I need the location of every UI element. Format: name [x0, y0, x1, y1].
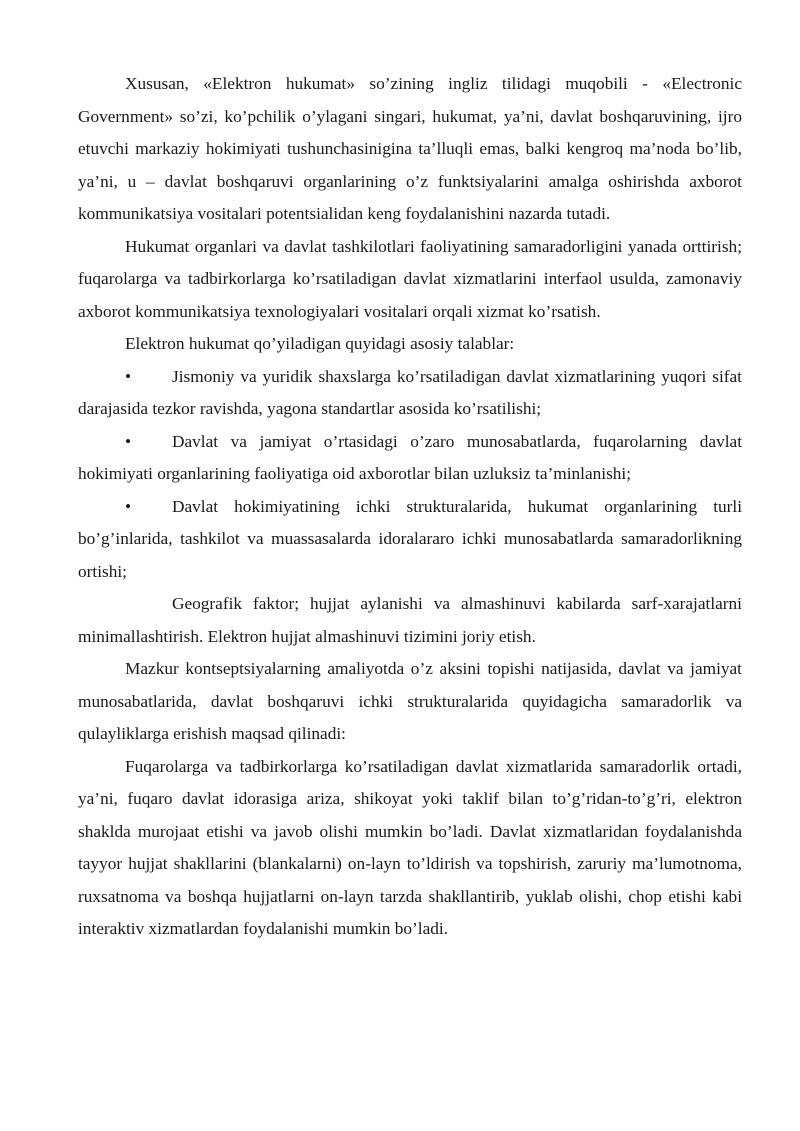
bullet-mark: •: [125, 496, 132, 516]
list-item-requirement-3: [78, 491, 742, 589]
list-item-text: Davlat hokimiyatining ichki strukturalarida, hukumat organlarining turli bo’g’inlarida, tashkilot va muassasalarda idoralararo ichki munosabatlarda samaradorlikning ortishi;: [78, 496, 742, 581]
list-item-text: Jismoniy va yuridik shaxslarga ko’rsatiladigan davlat xizmatlarining yuqori sifat darajasida tezkor ravishda, yagona standartlar asosida ko’rsatilishi;: [78, 366, 742, 418]
list-item-requirement-2: [78, 426, 742, 491]
bullet-mark: •: [125, 366, 132, 386]
list-item-text: Geografik faktor; hujjat aylanishi va almashinuvi kabilarda sarf-xarajatlarni minimallashtirish. Elektron hujjat almashinuvi tizimini joriy etish.: [78, 594, 742, 646]
paragraph-government-efficiency: Hukumat organlari va davlat tashkilotlari faoliyatining samaradorligini yanada orttirish; fuqarolarga va tadbirkorlarga ko’rsatiladigan davlat xizmatlarini interfaol usulda, zamonaviy axborot kommunikatsiya texnologiyalari vositalari orqali xizmat ko’rsatish.: [78, 236, 742, 321]
list-item-requirement-4: [78, 588, 742, 653]
paragraph-concept-results: Mazkur kontseptsiyalarning amaliyotda o’z aksini topishi natijasida, davlat va jamiyat munosabatlarida, davlat boshqaruvi ichki strukturalarida quyidagicha samaradorlik va qulayliklarga erishish maqsad qilinadi:: [78, 659, 742, 743]
list-item-text: Davlat va jamiyat o’rtasidagi o’zaro munosabatlarda, fuqarolarning davlat hokimiyati organlarining faoliyatiga oid axborotlar bilan uzluksiz ta’minlanishi;: [78, 431, 742, 483]
bullet-mark: •: [125, 431, 132, 451]
list-item-requirement-1: [78, 361, 742, 426]
paragraph-requirements-intro: Elektron hukumat qo’yiladigan quyidagi asosiy talablar:: [125, 334, 515, 353]
document-page: [78, 68, 742, 946]
paragraph-electronic-government-definition: Xususan, «Elektron hukumat» so’zining ingliz tilidagi muqobili - «Electronic Government» so’zi, ko’pchilik o’ylagani singari, hukumat, ya’ni, davlat boshqaruvining, ijro etuvchi markaziy hokimiyati tushunchasinigina ta’lluqli emas, balki kengroq ma’noda bo’lib, ya’ni, u – davlat boshqaruvi organlarining o’z funktsiyalarini amalga oshirishda axborot kommunikatsiya vositalari potentsialidan keng foydalanishini nazarda tutadi.: [78, 74, 742, 223]
paragraph-citizen-services: Fuqarolarga va tadbirkorlarga ko’rsatiladigan davlat xizmatlarida samaradorlik ortadi, ya’ni, fuqaro davlat idorasiga ariza, shikoyat yoki taklif bilan to’g’ridan-to’g’ri, elektron shaklda murojaat etishi va javob olishi mumkin bo’ladi. Davlat xizmatlaridan foydalanishda tayyor hujjat shakllarini (blankalarni) on-layn to’ldirish va topshirish, zaruriy ma’lumotnoma, ruxsatnoma va boshqa hujjatlarni on-layn tarzda shakllantirib, yuklab olishi, chop etishi kabi interaktiv xizmatlardan foydalanishi mumkin bo’ladi.: [78, 756, 742, 938]
